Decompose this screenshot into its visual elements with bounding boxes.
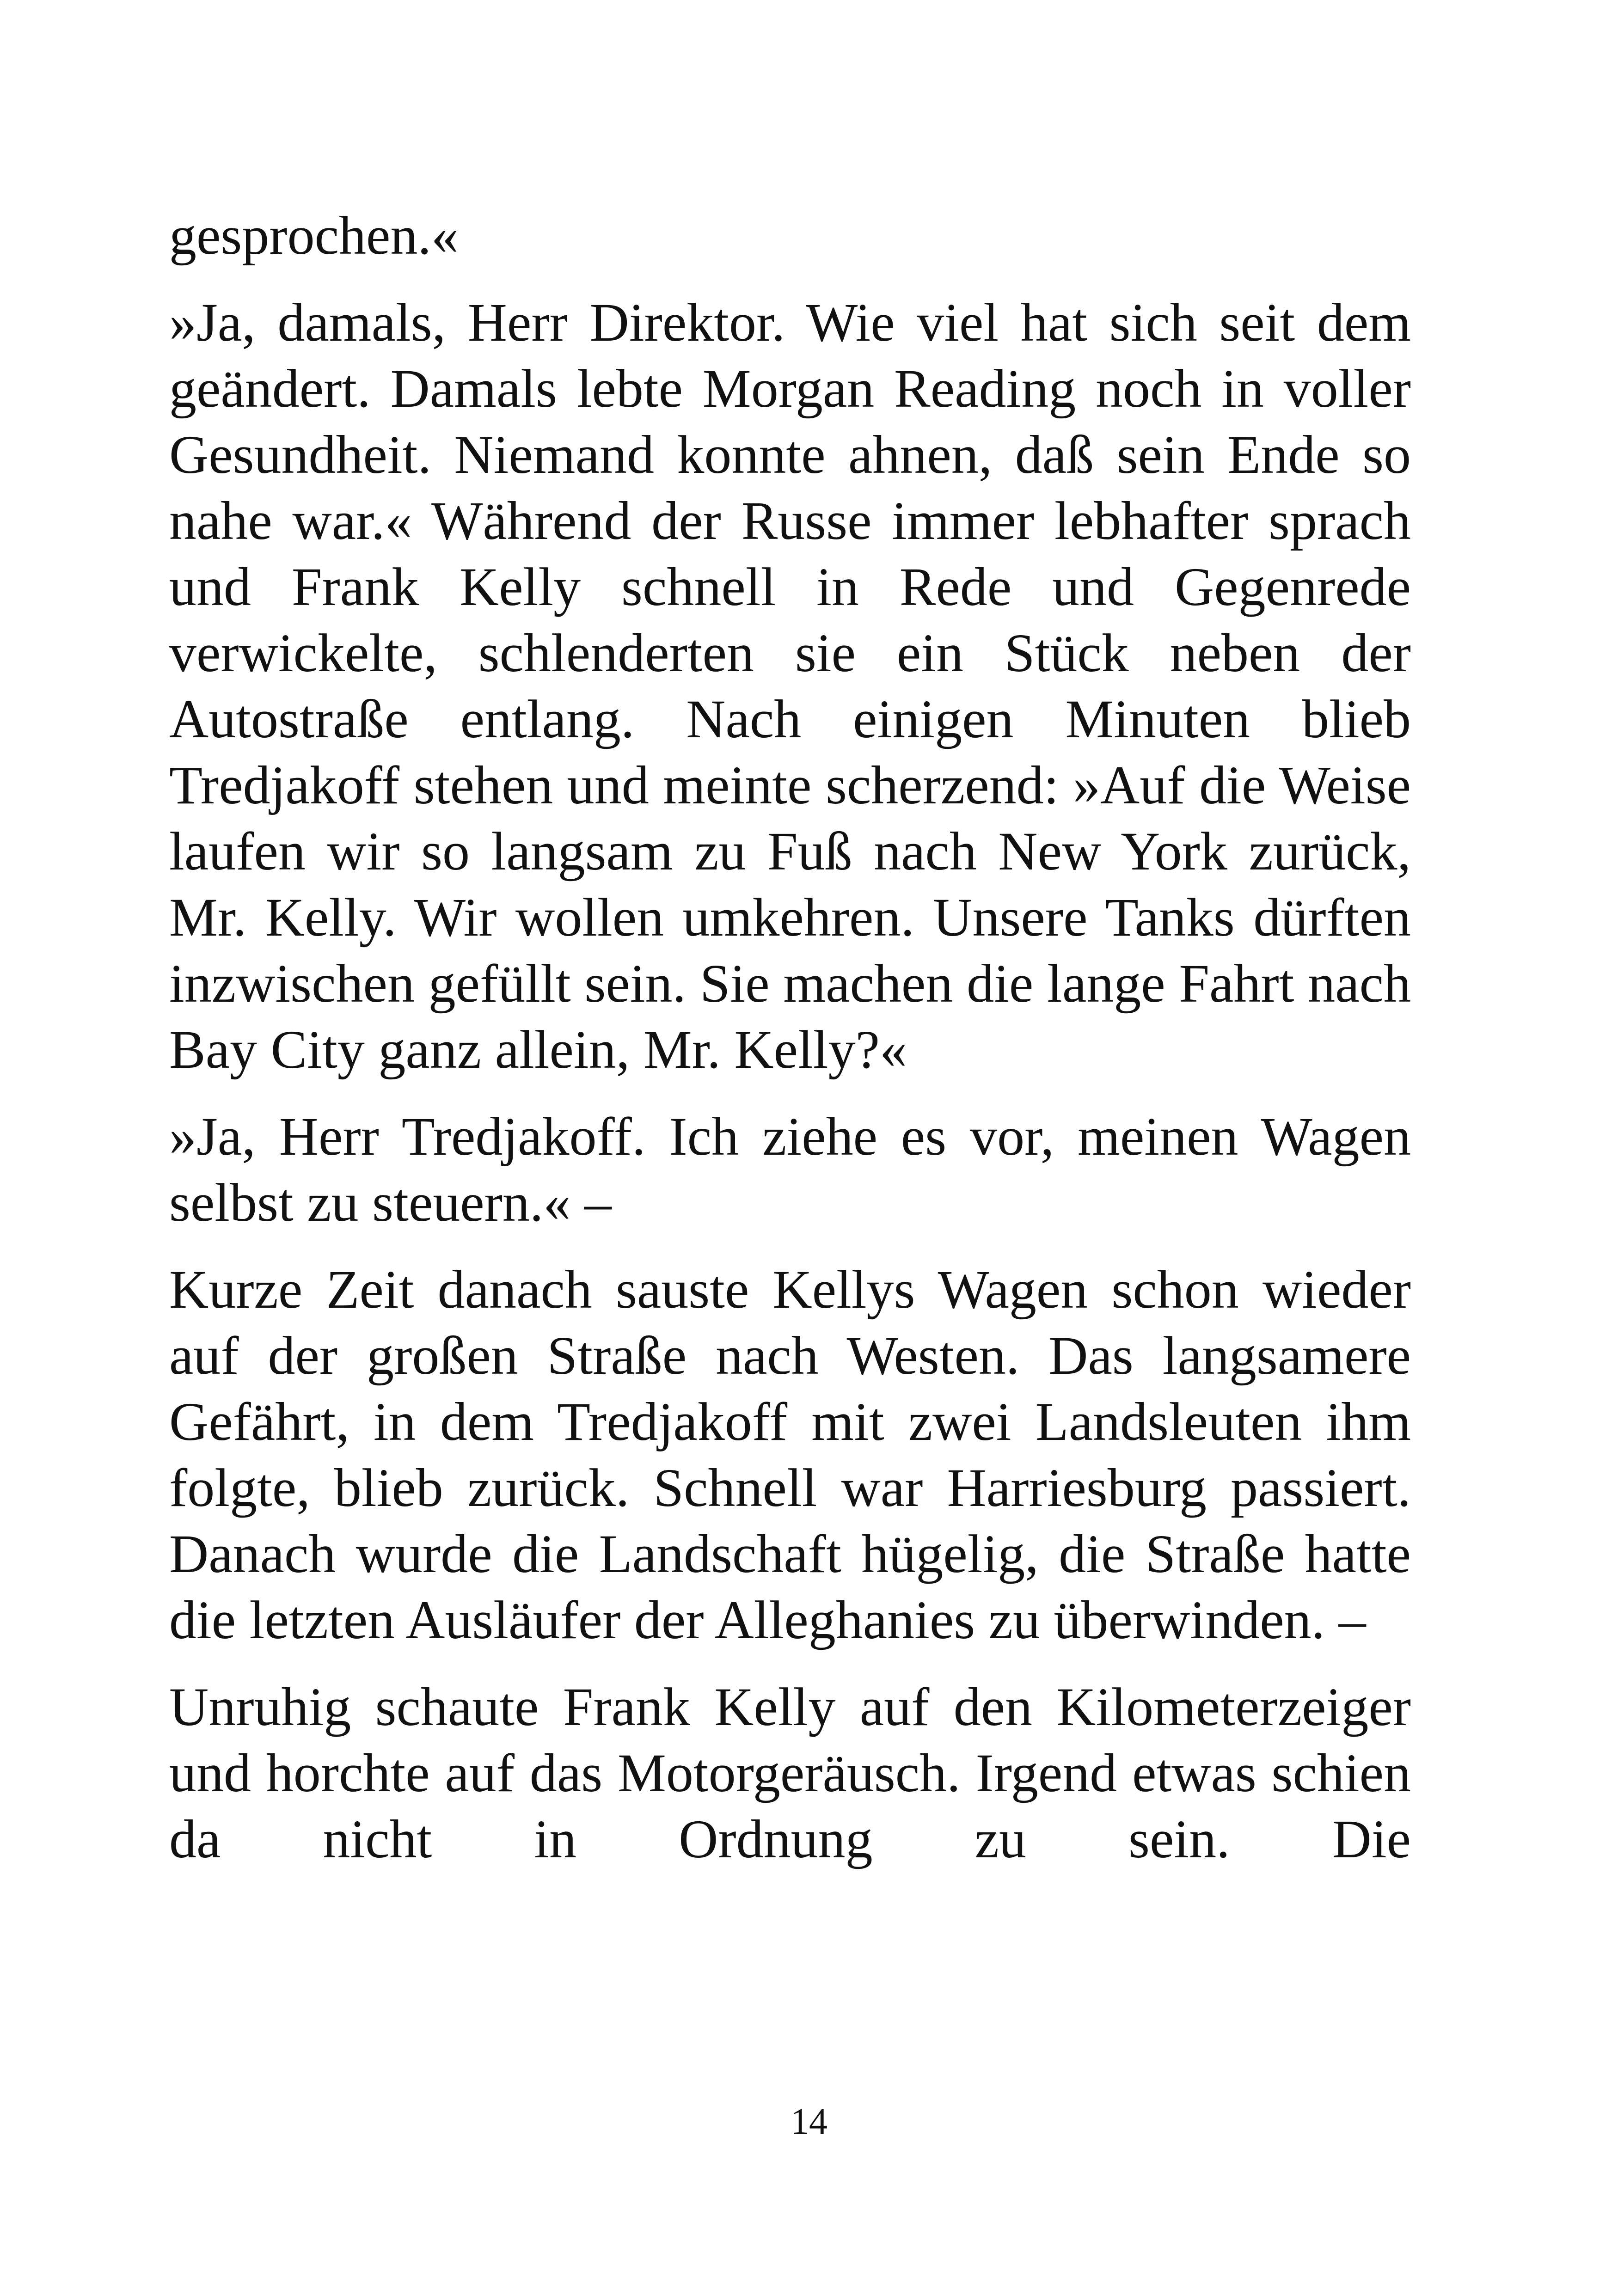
- body-text: [169, 202, 1411, 1893]
- paragraph-3: »Ja, Herr Tredjakoff. Ich ziehe es vor, meinen Wagen selbst zu steuern.« –: [169, 1106, 1411, 1233]
- page-number: 14: [791, 2101, 827, 2142]
- paragraph-1: gesprochen.«: [169, 205, 459, 266]
- paragraph-2: »Ja, damals, Herr Direktor. Wie viel hat sich seit dem geändert. Damals lebte Morgan Reading noch in voller Gesundheit. Niemand konnte ahnen, daß sein Ende so nahe war.« Während der Russe immer lebhafter sprach und Frank Kelly schnell in Rede und Gegenrede verwickelte, schlenderten sie ein Stück neben der Autostraße entlang. Nach einigen Minuten blieb Tredjakoff stehen und meinte scherzend: »Auf die Weise laufen wir so langsam zu Fuß nach New York zurück, Mr. Kelly. Wir wollen umkehren. Unsere Tanks dürften inzwischen gefüllt sein. Sie machen die lange Fahrt nach Bay City ganz allein, Mr. Kelly?«: [169, 292, 1411, 1080]
- paragraph-4: Kurze Zeit danach sauste Kellys Wagen schon wieder auf der großen Straße nach Westen. Das langsamere Gefährt, in dem Tredjakoff mit zwei Landsleuten ihm folgte, blieb zurück. Schnell war Harriesburg passiert. Danach wurde die Landschaft hügelig, die Straße hatte die letzten Ausläufer der Alleghanies zu überwinden. –: [169, 1259, 1411, 1650]
- paragraph-5: Unruhig schaute Frank Kelly auf den Kilometerzeiger und horchte auf das Motorgeräusch. Irgend etwas schien da nicht in Ordnung zu sein. Die: [169, 1677, 1411, 1869]
